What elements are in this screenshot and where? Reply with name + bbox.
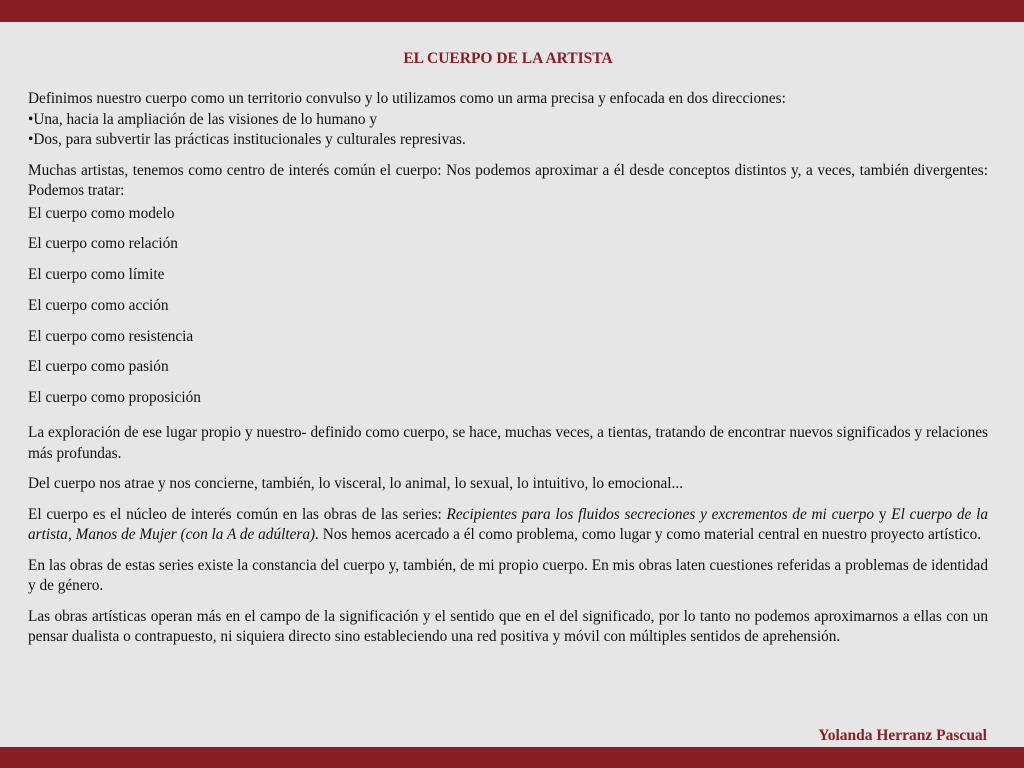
bottom-decorative-bar	[0, 747, 1024, 768]
top-decorative-bar	[0, 0, 1024, 22]
series-text: ,	[67, 526, 76, 544]
page-title: EL CUERPO DE LA ARTISTA	[403, 50, 613, 67]
intro-bullet-two: •Dos, para subvertir las prácticas institucionales y culturales represivas.	[28, 131, 466, 148]
document-body	[28, 89, 988, 648]
intro-bullet-one: •Una, hacia la ampliación de las visiones de lo humano y	[28, 110, 378, 128]
paragraph-interest: Muchas artistas, tenemos como centro de interés común el cuerpo: Nos podemos aproximar a él desde conceptos distintos y, a veces, también divergentes: Podemos tratar:	[28, 161, 988, 199]
list-item: El cuerpo como resistencia	[28, 327, 194, 345]
series-title-recipientes: Recipientes para los fluidos secreciones y excrementos de mi cuerpo	[446, 505, 875, 523]
list-item: El cuerpo como límite	[28, 266, 165, 284]
paragraph-series	[28, 505, 988, 546]
intro-paragraph	[28, 89, 988, 151]
list-item: El cuerpo como relación	[28, 235, 178, 253]
list-item: El cuerpo como acción	[28, 296, 169, 314]
series-text: El cuerpo es el núcleo de interés común en las obras de las series:	[28, 505, 447, 523]
list-item: El cuerpo como pasión	[28, 358, 169, 376]
body-concepts-list	[28, 204, 988, 420]
list-item: El cuerpo como proposición	[28, 389, 201, 407]
series-text: y	[874, 505, 892, 523]
series-title-manos-mujer: Manos de Mujer (con la A de adúltera).	[75, 526, 319, 544]
paragraph-identity: En las obras de estas series existe la constancia del cuerpo y, también, de mi propio cuerpo. En mis obras laten cuestiones referidas a problemas de identidad y de género.	[28, 556, 988, 595]
paragraph-meaning: Las obras artísticas operan más en el campo de la significación y el sentido que en el del significado, por lo tanto no podemos aproximarnos a ellas con un pensar dualista o contrapuesto, ni siquiera directo sino estableciendo una red positiva y móvil con múltiples sentidos de aprehensión.	[28, 607, 988, 646]
paragraph-attraction: Del cuerpo nos atrae y nos concierne, también, lo visceral, lo animal, lo sexual, lo intuitivo, lo emocional...	[28, 475, 684, 493]
series-text: Nos hemos acercado a él como problema, como lugar y como material central en nuestro proyecto artístico.	[318, 526, 982, 544]
series-title-cuerpo-artista: El cuerpo de la artista	[28, 505, 989, 544]
paragraph-exploration: La exploración de ese lugar propio y nuestro- definido como cuerpo, se hace, muchas veces, a tientas, tratando de encontrar nuevos significados y relaciones más profundas.	[28, 424, 988, 462]
list-item: El cuerpo como modelo	[28, 204, 175, 222]
author-name: Yolanda Herranz Pascual	[818, 727, 987, 744]
intro-line: Definimos nuestro cuerpo como un territorio convulso y lo utilizamos como un arma precisa y enfocada en dos direcciones:	[28, 90, 786, 107]
